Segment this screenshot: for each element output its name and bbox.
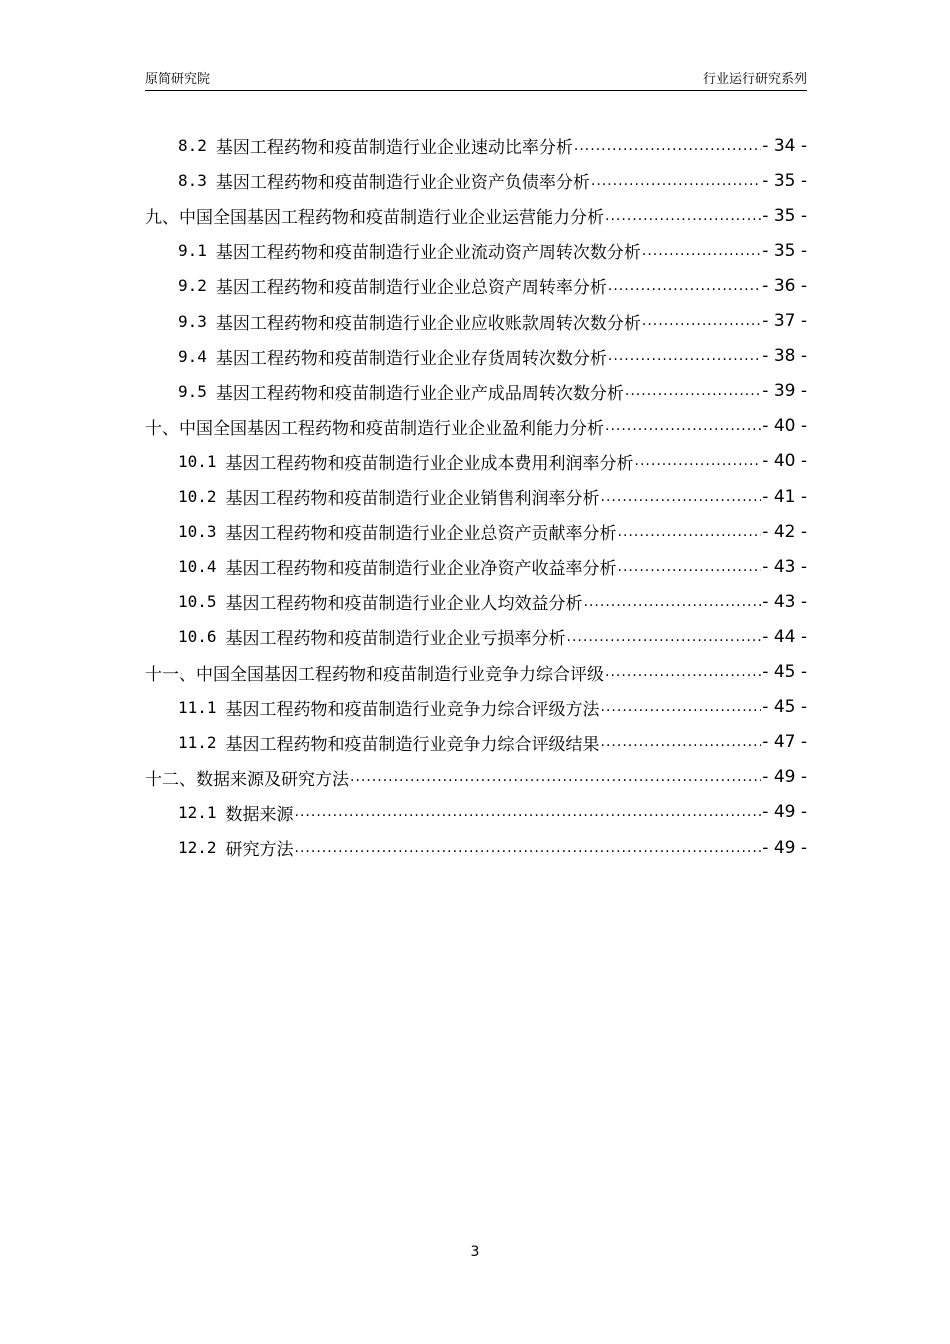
toc-entry-page: - 45 - — [762, 697, 807, 718]
toc-entry-page: - 45 - — [762, 662, 807, 682]
toc-leader-dots — [601, 734, 762, 750]
toc-entry[interactable] — [145, 409, 807, 444]
toc-entry[interactable] — [178, 233, 807, 268]
toc-entry[interactable] — [178, 163, 807, 198]
toc-entry-title: 基因工程药物和疫苗制造行业企业存货周转次数分析 — [215, 348, 607, 369]
toc-leader-dots — [608, 348, 761, 364]
toc-entry-number: 9.3 — [178, 311, 207, 331]
toc-leader-dots — [350, 769, 761, 785]
toc-entry-number: 8.3 — [178, 171, 207, 191]
toc-entry-page: - 37 - — [762, 311, 807, 331]
toc-entry-title: 基因工程药物和疫苗制造行业企业成本费用利润率分析 — [225, 453, 634, 474]
header-series-title: 行业运行研究系列 — [702, 72, 807, 87]
toc-leader-dots — [642, 313, 761, 329]
toc-entry-page: - 44 - — [762, 626, 807, 647]
toc-entry-title: 基因工程药物和疫苗制造行业企业流动资产周转次数分析 — [215, 243, 641, 264]
toc-entry-number: 9.2 — [178, 276, 207, 296]
toc-entry-number: 9.1 — [178, 241, 207, 261]
toc-entry-page: - 40 - — [762, 451, 807, 472]
toc-entry[interactable] — [178, 339, 807, 374]
toc-entry-page: - 34 - — [762, 135, 807, 156]
toc-entry-number: 10.3 — [178, 522, 217, 542]
toc-leader-dots — [601, 489, 762, 505]
page-header — [145, 66, 807, 91]
toc-leader-dots — [608, 278, 761, 294]
toc-entry[interactable] — [178, 584, 807, 619]
toc-entry[interactable] — [178, 479, 807, 514]
toc-leader-dots — [584, 594, 762, 610]
toc-entry-number: 10.5 — [178, 592, 217, 612]
toc-entry-page: - 43 - — [762, 591, 807, 612]
toc-entry[interactable] — [178, 304, 807, 339]
toc-entry-title: 数据来源 — [225, 804, 294, 825]
header-publisher: 原简研究院 — [145, 72, 211, 87]
toc-entry-page: - 36 - — [762, 275, 807, 296]
toc-entry[interactable] — [145, 760, 807, 795]
toc-leader-dots — [591, 173, 761, 189]
toc-entry[interactable] — [178, 619, 807, 654]
toc-entry[interactable] — [178, 374, 807, 409]
toc-entry-number: 12.1 — [178, 802, 217, 822]
toc-entry-title: 基因工程药物和疫苗制造行业竞争力综合评级结果 — [225, 734, 600, 755]
toc-entry-page: - 43 - — [762, 556, 807, 577]
toc-entry-number: 11.2 — [178, 732, 217, 752]
toc-entry-page: - 49 - — [762, 767, 807, 788]
toc-leader-dots — [605, 418, 761, 434]
toc-entry[interactable] — [178, 128, 807, 163]
toc-entry-title: 基因工程药物和疫苗制造行业企业总资产周转率分析 — [215, 278, 607, 299]
toc-entry-page: - 49 - — [762, 837, 807, 858]
toc-entry-title: 基因工程药物和疫苗制造行业企业速动比率分析 — [215, 138, 573, 158]
toc-entry[interactable] — [178, 725, 807, 760]
toc-entry[interactable] — [178, 830, 807, 865]
toc-entry-number: 9.4 — [178, 346, 207, 366]
toc-entry-page: - 38 - — [762, 346, 807, 367]
toc-entry[interactable] — [178, 268, 807, 303]
toc-entry[interactable] — [178, 690, 807, 725]
toc-entry-number: 10.4 — [178, 557, 217, 577]
toc-entry-title: 九、中国全国基因工程药物和疫苗制造行业企业运营能力分析 — [145, 208, 604, 229]
toc-entry-title: 基因工程药物和疫苗制造行业竞争力综合评级方法 — [225, 699, 600, 720]
toc-leader-dots — [605, 208, 761, 224]
toc-entry-number: 10.2 — [178, 487, 217, 506]
toc-leader-dots — [567, 629, 762, 645]
toc-leader-dots — [635, 453, 762, 469]
toc-leader-dots — [295, 840, 762, 856]
toc-entry-page: - 49 - — [762, 802, 807, 823]
toc-entry[interactable] — [145, 198, 807, 233]
toc-entry-title: 基因工程药物和疫苗制造行业企业应收账款周转次数分析 — [215, 313, 641, 334]
toc-leader-dots — [295, 804, 762, 820]
toc-entry-page: - 35 - — [762, 240, 807, 261]
toc-entry[interactable] — [178, 444, 807, 479]
toc-leader-dots — [618, 524, 762, 540]
toc-entry-number: 10.1 — [178, 451, 217, 471]
toc-entry-title: 基因工程药物和疫苗制造行业企业销售利润率分析 — [225, 489, 600, 509]
toc-leader-dots — [605, 664, 761, 680]
toc-entry-number: 11.1 — [178, 697, 217, 717]
toc-entry-page: - 42 - — [762, 521, 807, 542]
toc-entry-number: 12.2 — [178, 838, 217, 857]
toc-entry-title: 基因工程药物和疫苗制造行业企业亏损率分析 — [225, 629, 566, 650]
toc-leader-dots — [618, 559, 762, 575]
toc-entry-page: - 40 - — [762, 416, 807, 437]
toc-entry-number: 10.6 — [178, 627, 217, 647]
toc-entry-page: - 47 - — [762, 732, 807, 753]
toc-entry[interactable] — [178, 514, 807, 549]
toc-entry-title: 基因工程药物和疫苗制造行业企业资产负债率分析 — [215, 173, 590, 194]
toc-entry-page: - 35 - — [762, 205, 807, 226]
page-number: 3 — [470, 1244, 480, 1260]
toc-entry-title: 基因工程药物和疫苗制造行业企业产成品周转次数分析 — [215, 383, 624, 404]
toc-entry-page: - 39 - — [762, 381, 807, 402]
toc-entry-title: 研究方法 — [225, 840, 294, 860]
toc-entry-title: 十二、数据来源及研究方法 — [145, 769, 349, 790]
toc-entry-title: 基因工程药物和疫苗制造行业企业净资产收益率分析 — [225, 559, 617, 580]
toc-entry[interactable] — [145, 655, 807, 690]
toc-leader-dots — [642, 243, 761, 259]
toc-leader-dots — [601, 699, 762, 715]
toc-entry-title: 基因工程药物和疫苗制造行业企业总资产贡献率分析 — [225, 524, 617, 545]
toc-leader-dots — [574, 138, 761, 154]
toc-entry-title: 十一、中国全国基因工程药物和疫苗制造行业竞争力综合评级 — [145, 664, 604, 685]
toc-entry-page: - 41 - — [762, 486, 807, 507]
toc-entry-title: 十、中国全国基因工程药物和疫苗制造行业企业盈利能力分析 — [145, 418, 604, 439]
toc-entry[interactable] — [178, 549, 807, 584]
toc-entry-title: 基因工程药物和疫苗制造行业企业人均效益分析 — [225, 594, 583, 615]
toc-entry-number: 9.5 — [178, 381, 207, 401]
toc-entry[interactable] — [178, 795, 807, 830]
toc-leader-dots — [625, 383, 761, 399]
toc-entry-number: 8.2 — [178, 136, 207, 155]
toc-entry-page: - 35 - — [762, 170, 807, 191]
